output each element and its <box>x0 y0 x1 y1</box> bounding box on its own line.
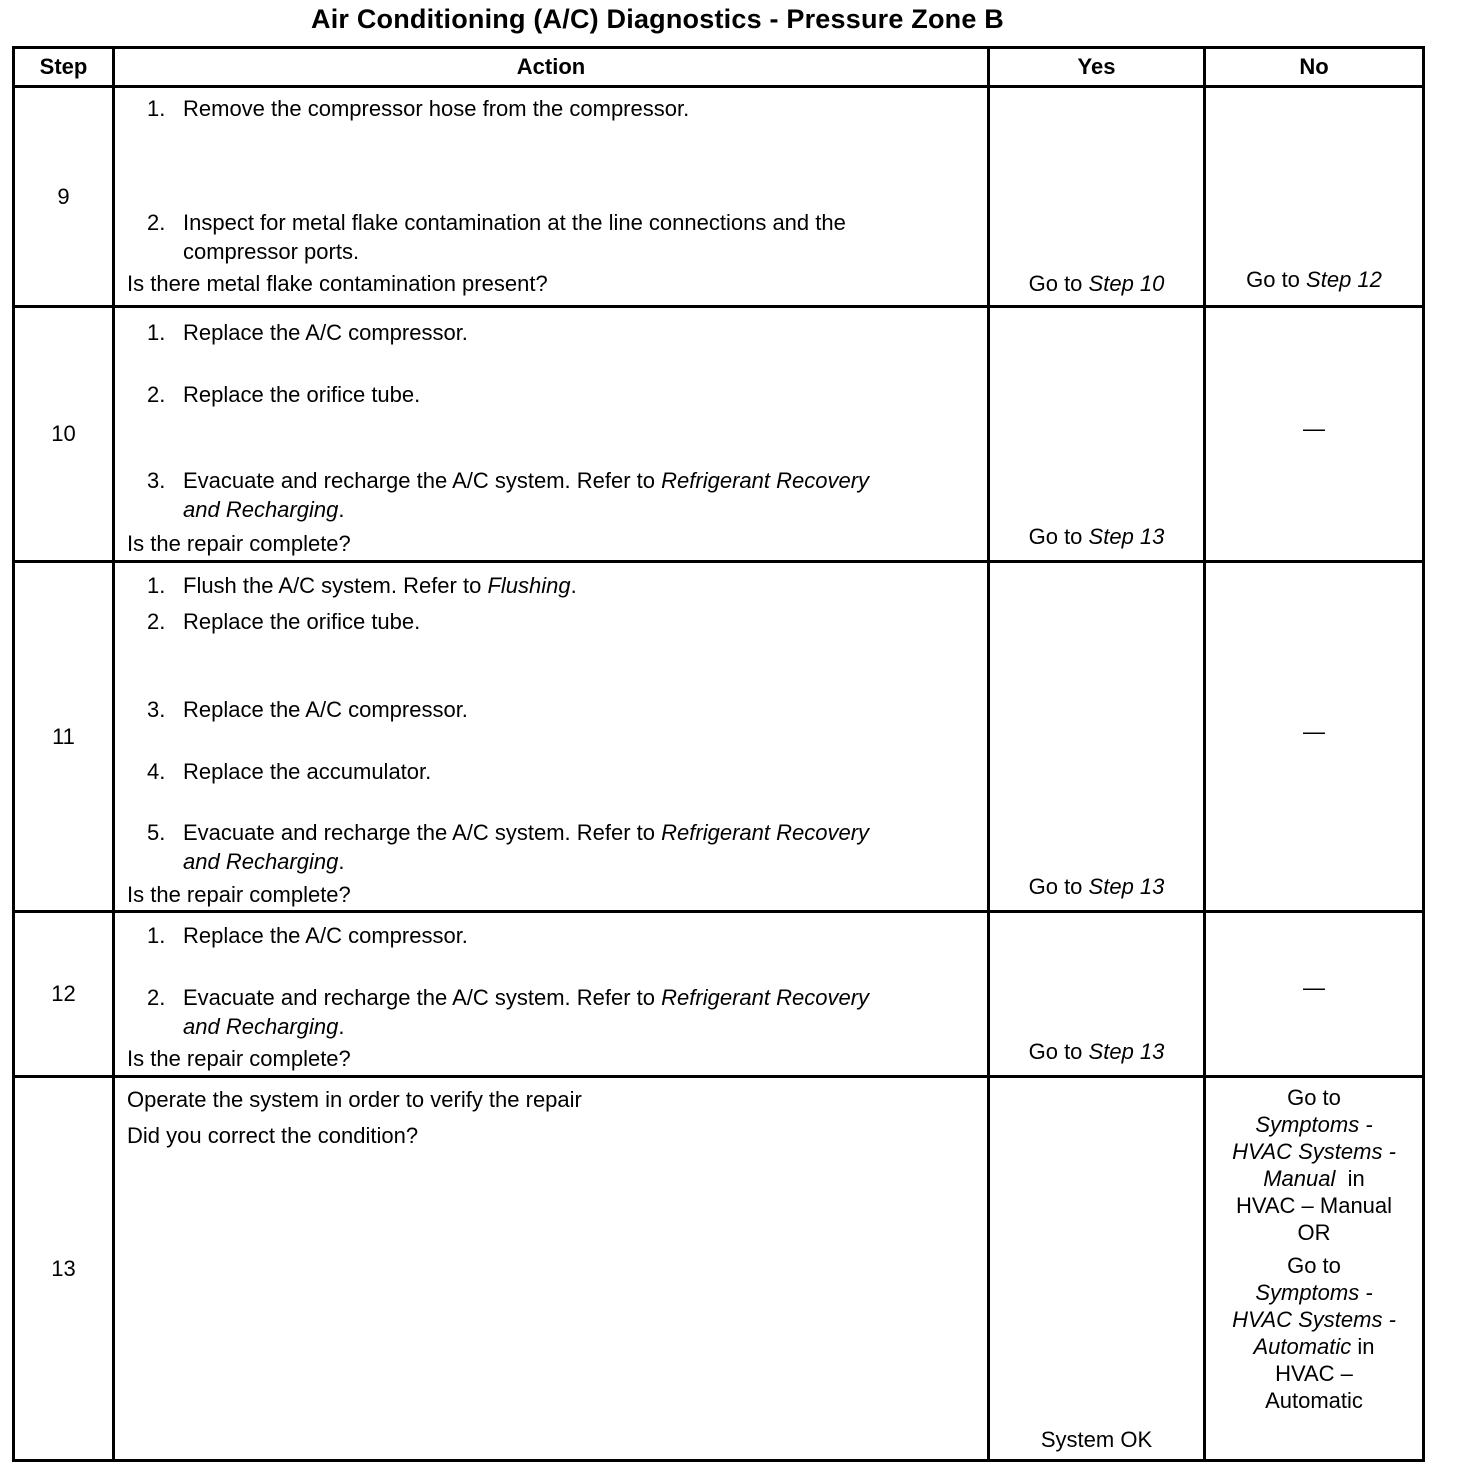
action-item <box>147 695 969 724</box>
item-text: Replace the orifice tube. <box>183 609 421 634</box>
header-action: Action <box>114 48 989 87</box>
table-row-step-12 <box>14 912 1424 1077</box>
question-text: Is the repair complete? <box>127 531 351 556</box>
reference-link[interactable]: Refrigerant Recovery <box>661 468 870 493</box>
or-label: OR <box>1297 1220 1331 1245</box>
step-number: 9 <box>14 87 114 307</box>
item-text: Flush the A/C system. Refer to <box>183 573 482 598</box>
no-cell <box>1205 1077 1424 1461</box>
item-text-continued: compressor ports. <box>183 239 360 264</box>
reference-link[interactable]: and Recharging <box>183 497 339 522</box>
item-number: 4. <box>147 759 166 784</box>
action-item <box>147 571 969 600</box>
item-text: Replace the A/C compressor. <box>183 320 468 345</box>
item-text: Replace the A/C compressor. <box>183 923 468 948</box>
item-number: 1. <box>147 573 166 598</box>
item-text: Evacuate and recharge the A/C system. Refer to <box>183 985 656 1010</box>
no-cell <box>1205 562 1424 912</box>
action-item <box>147 380 969 409</box>
yes-cell <box>989 1077 1205 1461</box>
step-link[interactable]: Step 12 <box>1306 267 1382 292</box>
item-text: Replace the orifice tube. <box>183 382 421 407</box>
no-cell <box>1205 307 1424 562</box>
header-yes: Yes <box>989 48 1205 87</box>
section-label: HVAC – <box>1275 1361 1353 1386</box>
item-number: 1. <box>147 96 166 121</box>
action-text: Operate the system in order to verify the repair <box>127 1087 582 1112</box>
item-text: Remove the compressor hose from the compressor. <box>183 96 690 121</box>
item-number: 2. <box>147 609 166 634</box>
no-cell <box>1205 912 1424 1077</box>
reference-link[interactable]: Refrigerant Recovery <box>661 985 870 1010</box>
action-cell <box>114 87 989 307</box>
yes-goto <box>990 271 1203 297</box>
action-item <box>147 607 969 636</box>
goto-label: Go to <box>1028 1039 1083 1064</box>
item-text: Inspect for metal flake contamination at the line connections and the <box>183 210 846 235</box>
question-text: Is there metal flake contamination present? <box>127 271 548 296</box>
yes-cell <box>989 562 1205 912</box>
step-link[interactable]: Step 13 <box>1088 874 1165 899</box>
question-text: Is the repair complete? <box>127 1046 351 1071</box>
no-dash: — <box>1303 416 1325 441</box>
goto-label: Go to <box>1287 1253 1341 1278</box>
reference-link[interactable]: Refrigerant Recovery <box>661 820 870 845</box>
item-text-end: . <box>338 849 345 874</box>
item-number: 2. <box>147 985 166 1010</box>
action-cell <box>114 1077 989 1461</box>
item-text-end: . <box>338 497 345 522</box>
reference-link[interactable]: Symptoms - <box>1255 1112 1373 1137</box>
action-item <box>147 757 969 786</box>
in-label: in <box>1357 1334 1375 1359</box>
item-text: Replace the accumulator. <box>183 759 432 784</box>
section-label: Automatic <box>1265 1388 1363 1413</box>
reference-link[interactable]: Manual <box>1263 1166 1336 1191</box>
step-number: 13 <box>14 1077 114 1461</box>
item-text-continued <box>147 1012 969 1041</box>
item-number: 2. <box>147 382 166 407</box>
item-number: 2. <box>147 210 166 235</box>
reference-link[interactable]: Flushing <box>487 573 571 598</box>
action-item <box>147 466 969 524</box>
no-dash: — <box>1303 975 1325 1000</box>
yes-cell <box>989 307 1205 562</box>
item-text: Evacuate and recharge the A/C system. Refer to <box>183 468 656 493</box>
step-number: 12 <box>14 912 114 1077</box>
reference-link[interactable]: Symptoms - <box>1255 1280 1373 1305</box>
step-link[interactable]: Step 13 <box>1088 1039 1165 1064</box>
goto-label: Go to <box>1246 267 1300 292</box>
diagnostics-table <box>12 46 1425 1462</box>
item-text: Replace the A/C compressor. <box>183 697 468 722</box>
table-row-step-11 <box>14 562 1424 912</box>
table-row-step-10 <box>14 307 1424 562</box>
action-item <box>147 94 969 123</box>
action-cell <box>114 562 989 912</box>
no-goto-block <box>1206 1078 1422 1414</box>
item-number: 3. <box>147 697 166 722</box>
goto-label: Go to <box>1028 874 1083 899</box>
item-number: 3. <box>147 468 166 493</box>
item-text-continued <box>147 495 969 524</box>
goto-label: Go to <box>1028 524 1083 549</box>
table-row-step-9 <box>14 87 1424 307</box>
reference-link[interactable]: Automatic <box>1253 1334 1352 1359</box>
step-number: 10 <box>14 307 114 562</box>
action-item <box>147 318 969 347</box>
item-number: 1. <box>147 320 166 345</box>
action-cell <box>114 307 989 562</box>
action-cell <box>114 912 989 1077</box>
reference-link[interactable]: and Recharging <box>183 1014 339 1039</box>
yes-goto <box>990 874 1203 900</box>
action-item <box>147 983 969 1041</box>
action-item <box>147 818 969 876</box>
goto-label: Go to <box>1287 1085 1341 1110</box>
step-link[interactable]: Step 10 <box>1088 271 1165 296</box>
question-text: Did you correct the condition? <box>127 1123 419 1148</box>
no-goto <box>1206 267 1422 293</box>
yes-goto <box>990 524 1203 550</box>
question-text: Is the repair complete? <box>127 882 351 907</box>
yes-cell <box>989 87 1205 307</box>
header-no: No <box>1205 48 1424 87</box>
item-text: Evacuate and recharge the A/C system. Refer to <box>183 820 656 845</box>
reference-link[interactable]: and Recharging <box>183 849 339 874</box>
reference-link[interactable]: HVAC Systems - <box>1232 1307 1396 1332</box>
yes-goto <box>990 1039 1203 1065</box>
action-item <box>147 208 969 266</box>
step-number: 11 <box>14 562 114 912</box>
no-cell <box>1205 87 1424 307</box>
header-row <box>14 48 1424 87</box>
item-text-end: . <box>570 573 577 598</box>
page-title: Air Conditioning (A/C) Diagnostics - Pressure Zone B <box>311 4 1004 34</box>
item-number: 1. <box>147 923 166 948</box>
section-label: HVAC – Manual <box>1235 1193 1393 1218</box>
item-text-continued <box>147 847 969 876</box>
yes-cell <box>989 912 1205 1077</box>
table-row-step-13 <box>14 1077 1424 1461</box>
reference-link[interactable]: HVAC Systems - <box>1232 1139 1396 1164</box>
action-item <box>147 921 969 950</box>
no-dash: — <box>1303 719 1325 744</box>
goto-label: Go to <box>1028 271 1083 296</box>
header-step: Step <box>14 48 114 87</box>
yes-result: System OK <box>1040 1427 1153 1452</box>
step-link[interactable]: Step 13 <box>1088 524 1165 549</box>
item-number: 5. <box>147 820 166 845</box>
item-text-end: . <box>338 1014 345 1039</box>
in-label: in <box>1347 1166 1365 1191</box>
